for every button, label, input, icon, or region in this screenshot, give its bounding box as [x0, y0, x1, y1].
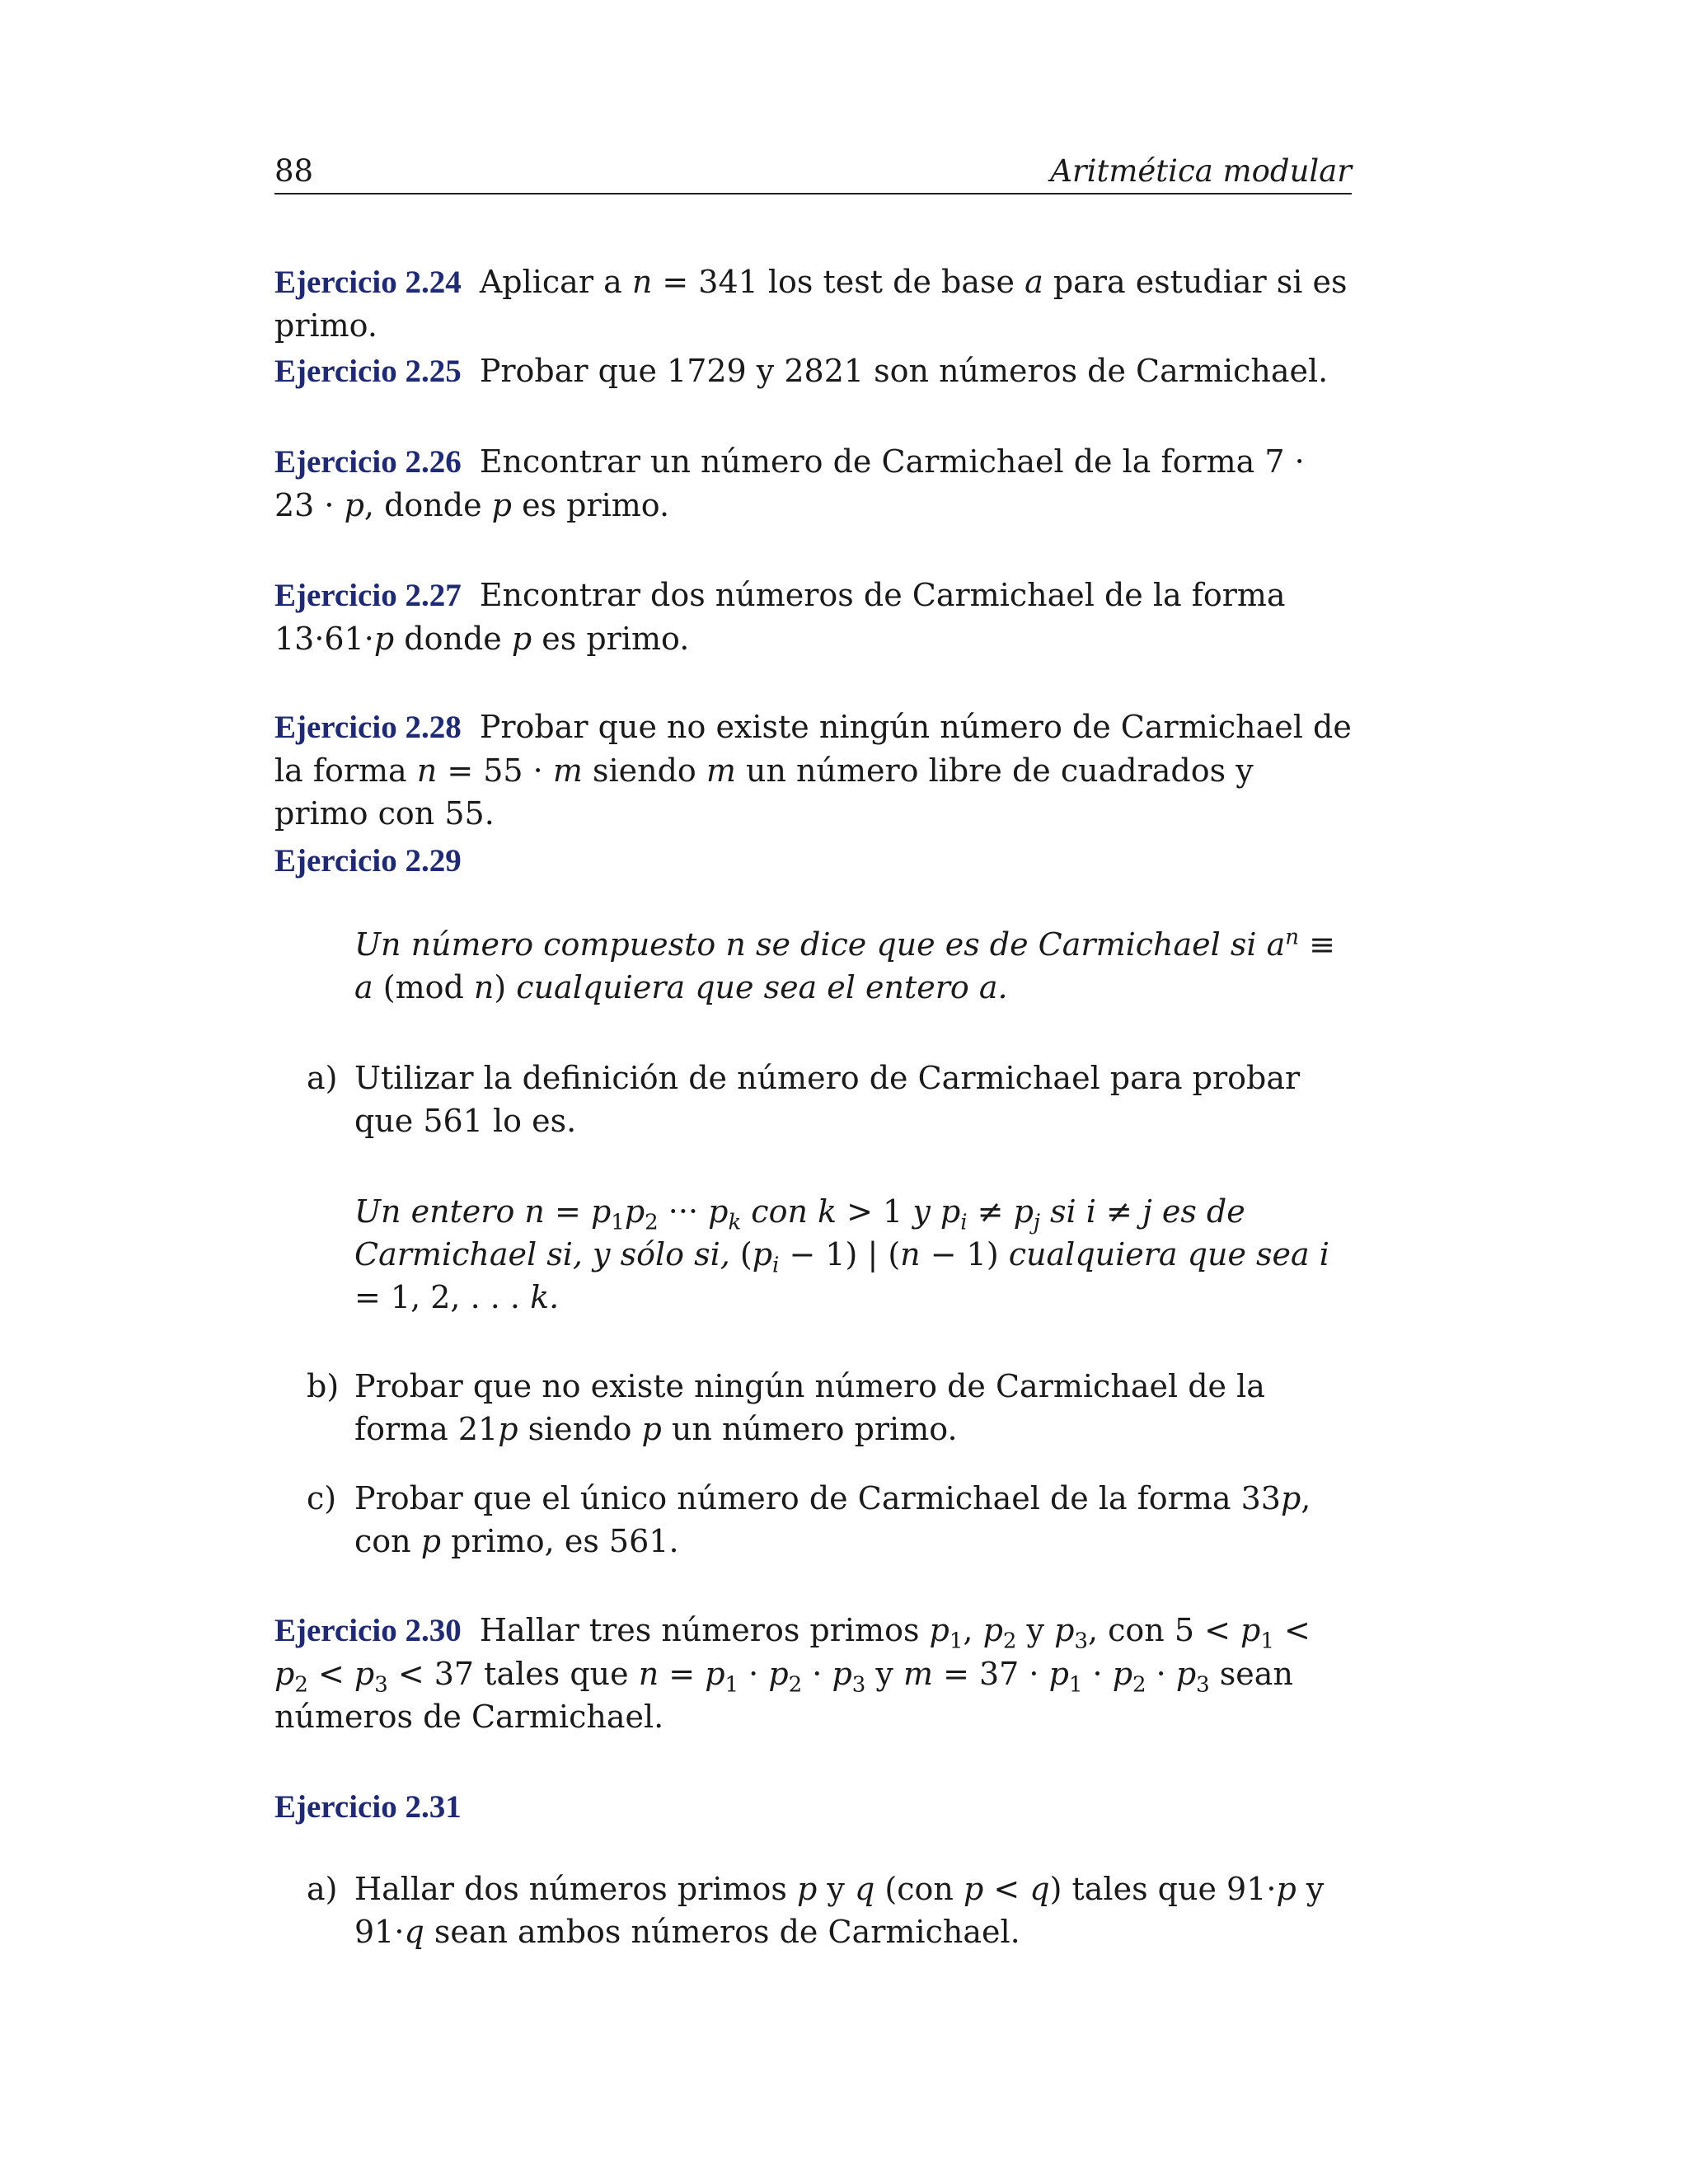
exercise-2-31 — [274, 1785, 1352, 1829]
exercise-2-31-item-a — [307, 1868, 1352, 1953]
exercise-text: Hallar tres números primos $p_1$, $p_2$ y $p_3$, con $5 < p_1 < p_2 < p_3 < 37$ tales que $n = p_1 \cdot p_2 \cdot p_3$ y $m = 37 \cdot p_1 \cdot p_2 \cdot p_3$ sean números de Carmichael. — [274, 1612, 1311, 1735]
item-label: b) — [307, 1368, 340, 1404]
item-label: a) — [307, 1871, 338, 1907]
exercise-text: Encontrar dos números de Carmichael de la forma 13·61·p donde p es primo. — [274, 577, 1286, 657]
exercise-text: Probar que no existe ningún número de Carmichael de la forma n = 55 · m siendo m un número libre de cuadrados y primo con 55. — [274, 709, 1352, 832]
running-title: Aritmética modular — [1050, 153, 1352, 189]
page-number: 88 — [274, 153, 314, 189]
exercise-text: Encontrar un número de Carmichael de la forma 7 · 23 · p, donde p es primo. — [274, 443, 1305, 523]
exercise-label: Ejercicio 2.25 — [274, 354, 462, 389]
exercise-label: Ejercicio 2.31 — [274, 1789, 462, 1825]
korselt-criterion: Un entero $n = p_1p_2$ ··· $p_k$ con k > 1 y $p_i \ne p_j$ si i ≠ j es de Carmichael si, y sólo si, $(p_i - 1)$ | (n − 1) cualquiera que sea i = 1, 2, . . . k. — [354, 1193, 1329, 1315]
exercise-2-30 — [274, 1609, 1352, 1738]
exercise-text: Probar que 1729 y 2821 son números de Carmichael. — [479, 353, 1329, 389]
exercise-label: Ejercicio 2.30 — [274, 1613, 462, 1648]
exercise-2-25 — [274, 349, 1352, 393]
exercise-label: Ejercicio 2.27 — [274, 578, 462, 613]
page-header — [274, 155, 1352, 194]
exercise-label: Ejercicio 2.26 — [274, 444, 462, 480]
exercise-2-24 — [274, 260, 1352, 347]
exercise-label: Ejercicio 2.24 — [274, 265, 462, 300]
exercise-label: Ejercicio 2.29 — [274, 843, 462, 879]
exercise-2-29-item-c — [307, 1477, 1352, 1563]
item-text: Probar que el único número de Carmichael de la forma 33p, con p primo, es 561. — [354, 1480, 1311, 1559]
item-text: Hallar dos números primos p y q (con p < q) tales que 91·p y 91·q sean ambos números de Carmichael. — [354, 1871, 1325, 1950]
exercise-2-27 — [274, 574, 1352, 660]
exercise-2-29-item-a — [307, 1057, 1352, 1142]
exercise-label: Ejercicio 2.28 — [274, 710, 462, 745]
item-text: Probar que no existe ningún número de Carmichael de la forma 21p siendo p un número primo. — [354, 1368, 1265, 1447]
definition-carmichael: Un número compuesto n se dice que es de Carmichael si $a^n \equiv a$ (mod n) cualquiera que sea el entero a. — [354, 925, 1335, 1005]
exercise-text: Aplicar a n = 341 los test de base a para estudiar si es primo. — [274, 264, 1348, 344]
exercise-2-29 — [274, 839, 1352, 883]
exercise-2-28 — [274, 705, 1352, 835]
item-label: a) — [307, 1060, 338, 1096]
exercise-2-29-item-b — [307, 1365, 1352, 1451]
exercise-2-26 — [274, 440, 1352, 527]
item-text: Utilizar la definición de número de Carmichael para probar que 561 lo es. — [354, 1060, 1301, 1139]
item-label: c) — [307, 1480, 337, 1516]
